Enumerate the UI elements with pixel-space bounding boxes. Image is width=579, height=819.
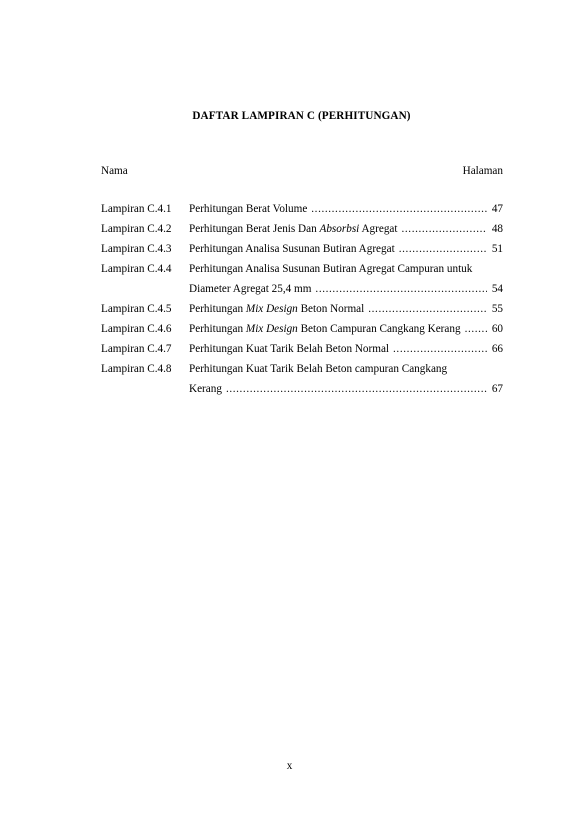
column-header-name: Nama bbox=[101, 165, 128, 177]
entry-title-text: Kerang bbox=[189, 383, 222, 395]
entry-title-italic: Mix Design bbox=[245, 303, 298, 315]
entry-line bbox=[189, 303, 503, 315]
entry-title-text: Perhitungan bbox=[189, 303, 246, 315]
entry-title-text: Perhitungan Kuat Tarik Belah Beton campuran Cangkang bbox=[189, 363, 448, 375]
entry-title bbox=[189, 383, 222, 395]
entry-page-number: 54 bbox=[491, 283, 503, 295]
leader-dots bbox=[402, 223, 487, 235]
entry-title-text: Perhitungan Kuat Tarik Belah Beton Normal bbox=[189, 343, 390, 355]
column-header-page: Halaman bbox=[462, 165, 503, 177]
entry-title bbox=[189, 343, 389, 355]
entry-title-text: Perhitungan bbox=[189, 323, 246, 335]
entry-title-text: Agregat bbox=[359, 223, 398, 235]
entry-page-number: 66 bbox=[491, 343, 503, 355]
entry-title-text: Perhitungan Berat Jenis Dan bbox=[189, 223, 320, 235]
entry-line bbox=[189, 243, 503, 255]
entry-title bbox=[189, 223, 398, 235]
entry-title bbox=[189, 283, 311, 295]
entry-line bbox=[189, 263, 503, 275]
entry-title-text: Perhitungan Analisa Susunan Butiran Agregat Campuran untuk bbox=[189, 263, 473, 275]
entry-code: Lampiran C.4.4 bbox=[101, 263, 172, 275]
leader-dots bbox=[315, 283, 487, 295]
entry-code: Lampiran C.4.6 bbox=[101, 323, 172, 335]
entry-code: Lampiran C.4.1 bbox=[101, 203, 172, 215]
toc-entry bbox=[101, 263, 503, 303]
leader-dots bbox=[393, 343, 487, 355]
entry-title bbox=[189, 363, 447, 375]
entry-page-number: 48 bbox=[491, 223, 503, 235]
entry-code: Lampiran C.4.8 bbox=[101, 363, 172, 375]
entry-code: Lampiran C.4.2 bbox=[101, 223, 172, 235]
entry-line bbox=[189, 323, 503, 335]
entry-line bbox=[189, 223, 503, 235]
toc-entry bbox=[101, 363, 503, 403]
entry-title-text: Beton Campuran Cangkang Kerang bbox=[297, 323, 461, 335]
entry-line bbox=[189, 343, 503, 355]
entry-line bbox=[189, 283, 503, 295]
entry-title bbox=[189, 323, 461, 335]
entry-line bbox=[189, 203, 503, 215]
leader-dots bbox=[465, 323, 487, 335]
toc-entry bbox=[101, 223, 503, 243]
leader-dots bbox=[226, 383, 487, 395]
entry-title-italic: Mix Design bbox=[245, 323, 298, 335]
entry-title-text: Diameter Agregat 25,4 mm bbox=[189, 283, 312, 295]
entry-line bbox=[189, 363, 503, 375]
entry-title-text: Perhitungan Analisa Susunan Butiran Agregat bbox=[189, 243, 395, 255]
entry-title-text: Beton Normal bbox=[297, 303, 365, 315]
entry-title bbox=[189, 203, 307, 215]
toc-entry bbox=[101, 323, 503, 343]
entry-code: Lampiran C.4.7 bbox=[101, 343, 172, 355]
entry-page-number: 47 bbox=[491, 203, 503, 215]
leader-dots bbox=[399, 243, 487, 255]
entry-line bbox=[189, 383, 503, 395]
toc-entry bbox=[101, 243, 503, 263]
entry-title bbox=[189, 263, 472, 275]
toc-entry bbox=[101, 343, 503, 363]
page-number: x bbox=[286, 760, 293, 772]
entry-code: Lampiran C.4.5 bbox=[101, 303, 172, 315]
entry-title-text: Perhitungan Berat Volume bbox=[189, 203, 308, 215]
entry-title bbox=[189, 303, 364, 315]
entry-page-number: 55 bbox=[491, 303, 503, 315]
entry-title-italic: Absorbsi bbox=[319, 223, 360, 235]
toc-entry bbox=[101, 303, 503, 323]
entry-title bbox=[189, 243, 395, 255]
entry-code: Lampiran C.4.3 bbox=[101, 243, 172, 255]
leader-dots bbox=[368, 303, 487, 315]
toc-entry bbox=[101, 203, 503, 223]
entry-page-number: 60 bbox=[491, 323, 503, 335]
leader-dots bbox=[311, 203, 487, 215]
entry-page-number: 51 bbox=[491, 243, 503, 255]
page-title bbox=[0, 110, 579, 122]
entry-page-number: 67 bbox=[491, 383, 503, 395]
title-text: DAFTAR LAMPIRAN C (PERHITUNGAN) bbox=[192, 110, 411, 122]
